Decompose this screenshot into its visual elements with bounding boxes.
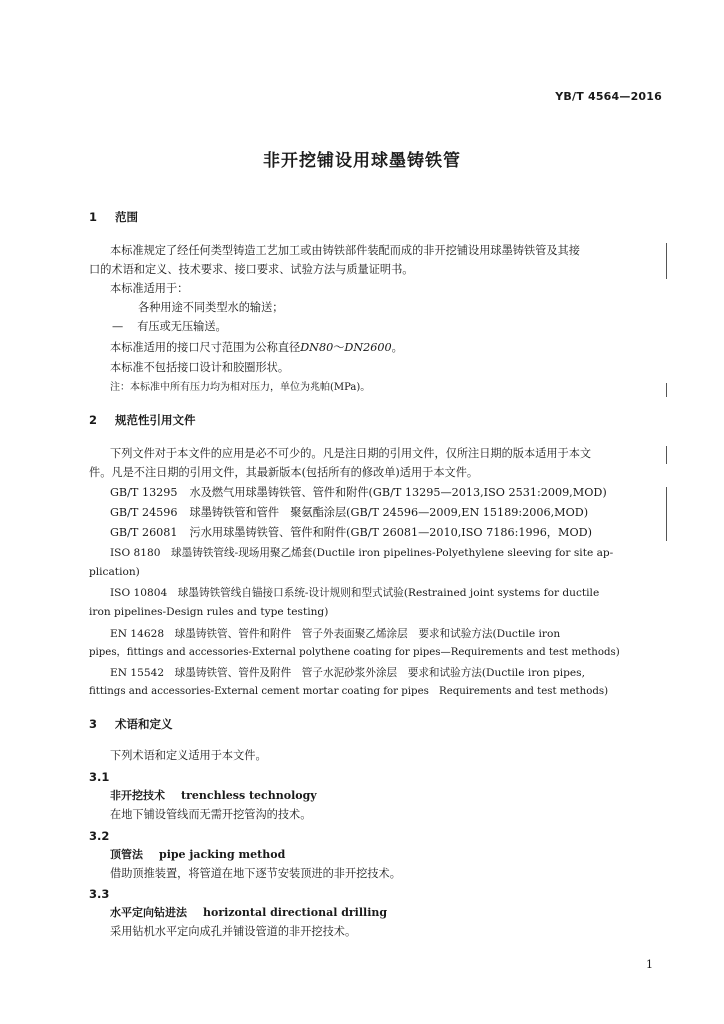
reference-entry [110,485,607,501]
range-suffix: 。 [391,341,403,354]
document-title: 非开挖铺设用球墨铸铁管 [263,151,461,171]
terms-intro: 下列术语和定义适用于本文件。 [110,749,267,762]
reference-title: 污水用球墨铸铁管、管件和附件(GB/T 26081—2010,ISO 7186:1996，MOD) [189,526,592,539]
term-en: pipe jacking method [159,848,286,861]
scope-paragraph-line: 口的术语和定义、技术要求、接口要求、试验方法与质量证明书。 [89,263,414,276]
reference-title: 水及燃气用球墨铸铁管、管件和附件(GB/T 13295—2013,ISO 2531:2009,MOD) [189,486,607,499]
term-definition: 采用钻机水平定向成孔并铺设管道的非开挖技术。 [110,925,357,938]
reference-entry-line: fittings and accessories-External cement mortar coating for pipes Requirements and test methods) [89,686,609,697]
reference-entry-line: plication) [89,566,140,578]
revision-mark [666,383,667,397]
term-heading [110,905,387,921]
range-separator: ～ [333,341,345,354]
applies-intro: 本标准适用于： [110,282,189,295]
list-dash: — [112,320,124,333]
reference-code: GB/T 13295 [110,486,178,499]
reference-entry-line: EN 14628 球墨铸铁管、管件和附件 管子外表面聚乙烯涂层 要求和试验方法(Ductile iron [110,628,561,640]
term-heading [110,788,317,804]
section-number: 3 [89,717,98,731]
term-cn: 水平定向钻进法 [110,906,187,919]
range-from: DN80 [300,341,334,354]
reference-title: 球墨铸铁管和管件 聚氨酯涂层(GB/T 24596—2009,EN 15189:2006,MOD) [189,506,589,519]
section-title: 范围 [115,210,138,224]
reference-entry-line: ISO 10804 球墨铸铁管线自锚接口系统-设计规则和型式试验(Restrained joint systems for ductile [110,587,600,599]
revision-mark [666,243,667,279]
references-intro-line: 件。凡是不注日期的引用文件，其最新版本(包括所有的修改单)适用于本文件。 [89,466,479,479]
pressure-note: 注：本标准中所有压力均为相对压力，单位为兆帕(MPa)。 [110,382,371,393]
term-definition: 借助顶推装置，将管道在地下逐节安装顶进的非开挖技术。 [110,867,401,880]
section-1-heading [89,209,138,225]
section-title: 术语和定义 [115,717,173,731]
term-cn: 非开挖技术 [110,789,165,802]
reference-entry-line: pipes，fittings and accessories-External polythene coating for pipes—Requirements and test methods) [89,647,620,658]
reference-code: GB/T 26081 [110,526,178,539]
term-cn: 顶管法 [110,848,143,861]
range-prefix: 本标准适用的接口尺寸范围为公称直径 [110,341,301,354]
page-number: 1 [646,958,653,971]
applies-item [112,319,227,335]
applies-item: 各种用途不同类型水的输送； [138,301,284,314]
size-range-statement [110,340,403,356]
section-number: 1 [89,210,98,224]
term-number: 3.2 [89,829,110,843]
reference-entry-line: iron pipelines-Design rules and type testing) [89,606,329,618]
section-2-heading [89,412,196,428]
section-3-heading [89,716,173,732]
revision-mark [666,487,667,541]
term-number: 3.3 [89,887,110,901]
revision-mark [666,446,667,464]
term-definition: 在地下铺设管线而无需开挖管沟的技术。 [110,808,312,821]
term-en: horizontal directional drilling [203,906,388,919]
reference-entry-line: EN 15542 球墨铸铁管、管件及附件 管子水泥砂浆外涂层 要求和试验方法(Ductile iron pipes, [110,667,585,679]
reference-entry-line: ISO 8180 球墨铸铁管线-现场用聚乙烯套(Ductile iron pipelines-Polyethylene sleeving for site ap- [110,547,614,559]
standard-code: YB/T 4564—2016 [555,90,662,103]
range-to: DN2600 [344,341,392,354]
term-en: trenchless technology [181,789,317,802]
exclusion-statement: 本标准不包括接口设计和胶圈形状。 [110,361,290,374]
section-title: 规范性引用文件 [115,413,196,427]
applies-item-text: 有压或无压输送。 [137,320,227,333]
term-number: 3.1 [89,770,110,784]
reference-code: GB/T 24596 [110,506,178,519]
section-number: 2 [89,413,98,427]
reference-entry [110,505,588,521]
term-heading [110,847,285,863]
references-intro-line: 下列文件对于本文件的应用是必不可少的。凡是注日期的引用文件，仅所注日期的版本适用于本文 [110,447,592,460]
reference-entry [110,525,592,541]
scope-paragraph-line: 本标准规定了经任何类型铸造工艺加工或由铸铁部件装配而成的非开挖铺设用球墨铸铁管及其接 [110,244,580,257]
